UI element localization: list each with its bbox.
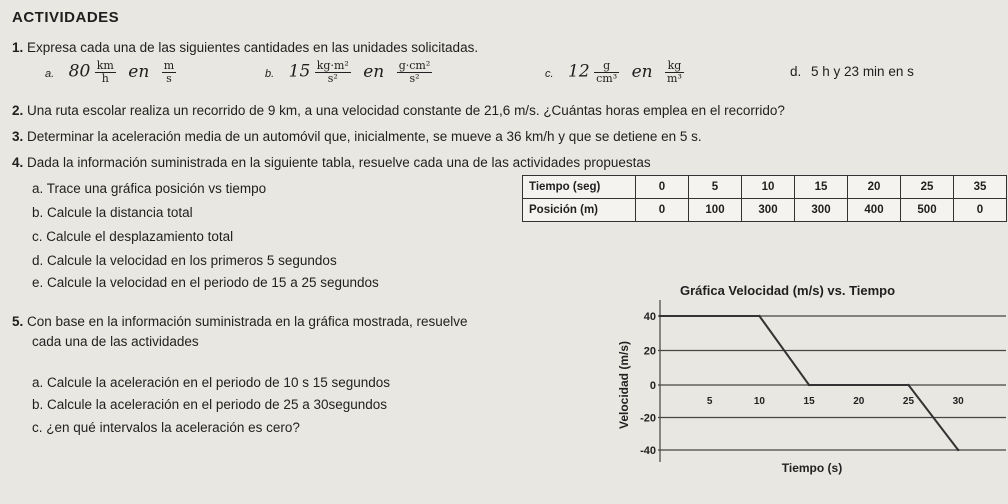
q4-item-d: d. Calcule la velocidad en los primeros 5 segundos xyxy=(32,253,337,268)
from-unit: $\frac{g}{\text{cm³}}$ xyxy=(596,59,618,85)
y-tick-label: 0 xyxy=(649,380,656,392)
to-unit: $\frac{\text{g·cm²}}{\text{s²}}$ xyxy=(398,59,431,85)
to-unit: $\frac{kg}{\text{m³}}$ xyxy=(667,59,682,85)
x-tick-label: 10 xyxy=(753,396,765,407)
velocity-line xyxy=(660,316,958,450)
x-tick-label: 20 xyxy=(853,396,865,407)
from-unit: $\frac{km}{h}$ xyxy=(96,59,114,85)
table-cell: 100 xyxy=(689,199,742,222)
question-number: 3. xyxy=(12,129,24,144)
table-cell: 0 xyxy=(636,199,689,222)
data-point xyxy=(758,315,760,317)
y-tick-label: -20 xyxy=(640,412,656,425)
data-point xyxy=(957,449,959,451)
question-text: Una ruta escolar realiza un recorrido de 9 km, a una velocidad constante de 21,6 m/s. ¿Cuántas horas emplea en el recorrido? xyxy=(27,103,785,118)
data-point xyxy=(659,315,661,317)
question-5-line2: cada una de las actividades xyxy=(32,334,199,349)
question-number: 2. xyxy=(12,103,24,118)
data-point xyxy=(907,384,909,386)
question-text: Con base en la información suministrada en la gráfica mostrada, resuelve xyxy=(27,314,468,329)
chart-title: Gráfica Velocidad (m/s) vs. Tiempo xyxy=(680,283,896,298)
conversion-text: 5 h y 23 min en s xyxy=(811,64,914,79)
table-cell: 15 xyxy=(795,176,848,199)
conversion-value: 15 xyxy=(288,61,311,82)
q5-item-b: b. Calcule la aceleración en el periodo de 25 a 30segundos xyxy=(32,397,388,412)
table-cell: 5 xyxy=(689,176,742,199)
item-letter: c. xyxy=(545,67,554,80)
table-cell: 10 xyxy=(742,176,795,199)
table-row-label: Tiempo (seg) xyxy=(523,176,636,199)
table-cell: 300 xyxy=(795,199,848,222)
question-text: Dada la información suministrada en la siguiente tabla, resuelve cada una de las actividades propuestas xyxy=(27,155,651,170)
table-cell: 400 xyxy=(848,199,901,222)
q4-item-c: c. Calcule el desplazamiento total xyxy=(32,229,234,244)
question-text: Expresa cada una de las siguientes cantidades en las unidades solicitadas. xyxy=(27,40,479,55)
x-tick-label: 15 xyxy=(803,396,815,407)
conversion-value: 80 xyxy=(68,61,91,82)
y-tick-label: 20 xyxy=(643,345,656,358)
y-tick-label: 40 xyxy=(643,311,656,323)
item-letter: b. xyxy=(265,67,275,80)
q4-item-a: a. Trace una gráfica posición vs tiempo xyxy=(32,181,267,196)
from-unit: $\frac{\text{kg·m²}}{\text{s²}}$ xyxy=(316,59,349,85)
q4-item-e: e. Calcule la velocidad en el periodo de 15 a 25 segundos xyxy=(32,275,379,290)
to-unit: $\frac{m}{s}$ xyxy=(163,59,175,85)
table-cell: 25 xyxy=(901,176,954,199)
q5-item-c: c. ¿en qué intervalos la aceleración es cero? xyxy=(32,420,300,435)
x-axis-label: Tiempo (s) xyxy=(781,461,843,475)
table-cell: 300 xyxy=(742,199,795,222)
item-letter: a. xyxy=(45,67,55,80)
y-axis-label: Velocidad (m/s) xyxy=(617,340,631,430)
table-row-label: Posición (m) xyxy=(523,199,636,222)
y-tick-label: -40 xyxy=(640,445,656,457)
table-cell: 0 xyxy=(636,176,689,199)
item-letter: d. xyxy=(790,64,802,79)
data-point xyxy=(808,384,810,386)
x-tick-label: 5 xyxy=(706,396,713,407)
en-word: en xyxy=(128,61,150,82)
page-title: ACTIVIDADES xyxy=(12,9,120,26)
question-text: Determinar la aceleración media de un automóvil que, inicialmente, se mueve a 36 km/h y que se detiene en 5 s. xyxy=(27,129,702,144)
x-tick-label: 30 xyxy=(952,396,964,407)
x-tick-label: 25 xyxy=(902,396,915,407)
table-cell: 35 xyxy=(954,176,1007,199)
en-word: en xyxy=(363,61,385,82)
conversion-value: 12 xyxy=(568,61,590,82)
table-cell: 0 xyxy=(954,199,1007,222)
question-number: 4. xyxy=(12,155,24,170)
table-cell: 500 xyxy=(901,199,954,222)
q4-item-b: b. Calcule la distancia total xyxy=(32,205,193,220)
table-cell: 20 xyxy=(848,176,901,199)
en-word: en xyxy=(631,61,653,82)
q5-item-a: a. Calcule la aceleración en el periodo de 10 s 15 segundos xyxy=(32,375,391,390)
question-number: 5. xyxy=(12,314,24,329)
question-number: 1. xyxy=(12,40,24,55)
